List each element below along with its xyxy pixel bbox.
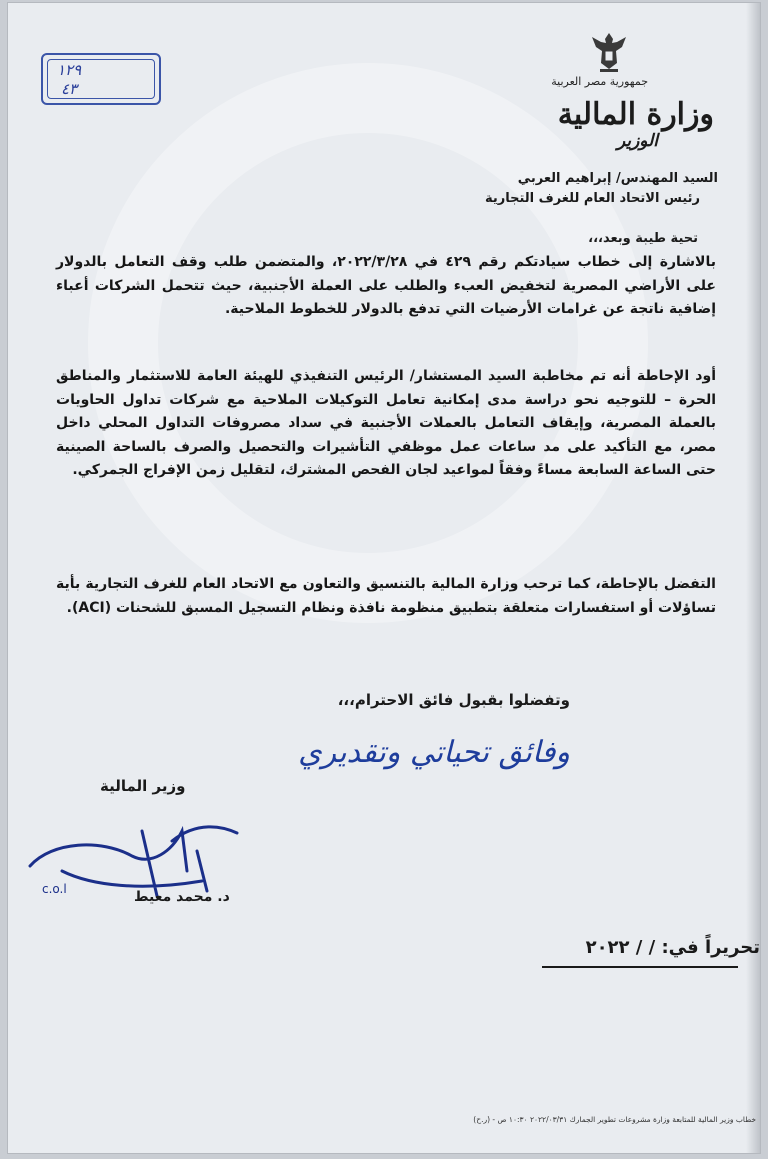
body-paragraph-2: أود الإحاطة أنه تم مخاطبة السيد المستشار/ الرئيس التنفيذي للهيئة العامة للاستثمار والمناطق الحرة – للتوجيه نحو دراسة مدى إمكانية تعامل التوكيلات الملاحية مع شركات تداول الحاويات بالعملة المصرية، وإيقاف التعامل بالعملات الأجنبية في سداد مصروفات التداول المحلي داخل مصر، مع التأكيد على مد ساعات عمل موظفي التأشيرات والتحصيل والصرف بالساحة الصينية حتى الساعة السابعة مساءً وفقاً لمواعيد لجان الفحص المشترك، لتقليل زمن الإفراج الجمركي.: [56, 368, 716, 479]
addressee-name: السيد المهندس/ إبراهيم العربي: [517, 171, 718, 186]
closing-line: وتفضلوا بقبول فائق الاحترام،،،: [337, 691, 570, 709]
reference-number: ١٢٩: [57, 61, 82, 79]
eagle-crest-icon: [586, 29, 632, 75]
svg-text:c.o.l: c.o.l: [42, 882, 67, 896]
body-paragraph-1: بالاشارة إلى خطاب سيادتكم رقم ٤٢٩ في ٢٠٢٢/٣/٢٨، والمتضمن طلب وقف التعامل بالدولار على الأراضي المصرية لتخفيض العبء والطلب على العملة الأجنبية، حيث تتحمل الشركات أعباء إضافية ناتجة عن غرامات الأرضيات التي تدفع بالدولار للخطوط الملاحية.: [56, 254, 716, 318]
date-underline: [542, 966, 738, 968]
addressee-title: رئيس الاتحاد العام للغرف التجارية: [484, 191, 700, 206]
ministry-title: وزارة المالية: [557, 97, 714, 132]
body-paragraph-3: التفضل بالإحاطة، كما ترحب وزارة المالية بالتنسيق والتعاون مع الاتحاد العام للغرف التجارية بأية تساؤلات أو استفسارات متعلقة بتطبيق منظومة نافذة ونظام التسجيل المسبق للشحنات (ACI).: [56, 576, 716, 616]
reference-sub: ٤٣: [61, 80, 78, 98]
greeting: تحية طيبة وبعد،،،: [588, 231, 698, 246]
handwritten-note: وفائق تحياتي وتقديري: [298, 735, 570, 770]
watermark: [88, 63, 648, 623]
reference-stamp: [41, 53, 161, 105]
office-label: الوزير: [616, 131, 658, 151]
signatory-title: وزير المالية: [100, 777, 186, 795]
date-line-label: تحريراً في: / / ٢٠٢٢: [585, 937, 760, 958]
footer-note: خطاب وزير المالية للمتابعة وزارة مشروعات تطوير الجمارك ٢٠٢٢/٠٣/٣١ ١٠:٣٠ ص - (ر.ح): [473, 1115, 756, 1124]
signatory-name: د. محمد معيط: [134, 889, 230, 905]
letter-page: [8, 3, 760, 1153]
republic-label: جمهورية مصر العربية: [551, 75, 648, 88]
page-edge: [746, 3, 760, 1153]
